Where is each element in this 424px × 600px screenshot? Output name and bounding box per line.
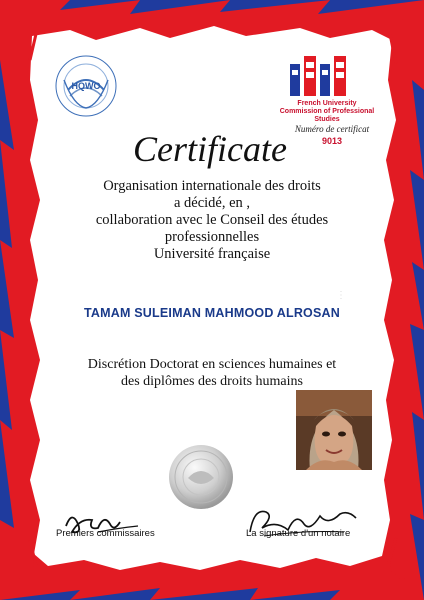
body-line: a décidé, en , bbox=[173, 195, 251, 211]
recipient-name: TAMAM SULEIMAN MAHMOOD ALROSAN bbox=[84, 306, 340, 320]
certificate-body bbox=[60, 178, 364, 263]
faint-mark: ⋮ bbox=[336, 290, 346, 301]
body-line: collaboration avec le Conseil des études bbox=[95, 212, 329, 228]
body-line: Université française bbox=[153, 246, 271, 262]
hqwo-emblem-icon bbox=[50, 50, 122, 122]
body-line: professionnelles bbox=[164, 229, 260, 245]
recipient-photo bbox=[296, 390, 372, 470]
certificate-description bbox=[44, 356, 380, 390]
description-line: des diplômes des droits humains bbox=[121, 374, 303, 389]
certificate-number: 9013 bbox=[321, 136, 343, 146]
right-signature-label: La signature d'un notaire bbox=[246, 528, 351, 539]
hqwo-logo-text: HQWO bbox=[71, 81, 101, 91]
body-line: Organisation internationale des droits bbox=[103, 178, 321, 194]
organization-name: French University Commission of Professional Studies bbox=[279, 100, 375, 123]
certificate-title: Certificate bbox=[133, 129, 287, 169]
description-line: Discrétion Doctorat en sciences humaines et bbox=[87, 357, 337, 372]
certificate-number-label: Numéro de certificat bbox=[294, 124, 370, 134]
left-signature-label: Premiers commissaires bbox=[56, 528, 155, 539]
official-seal-icon bbox=[166, 442, 236, 512]
